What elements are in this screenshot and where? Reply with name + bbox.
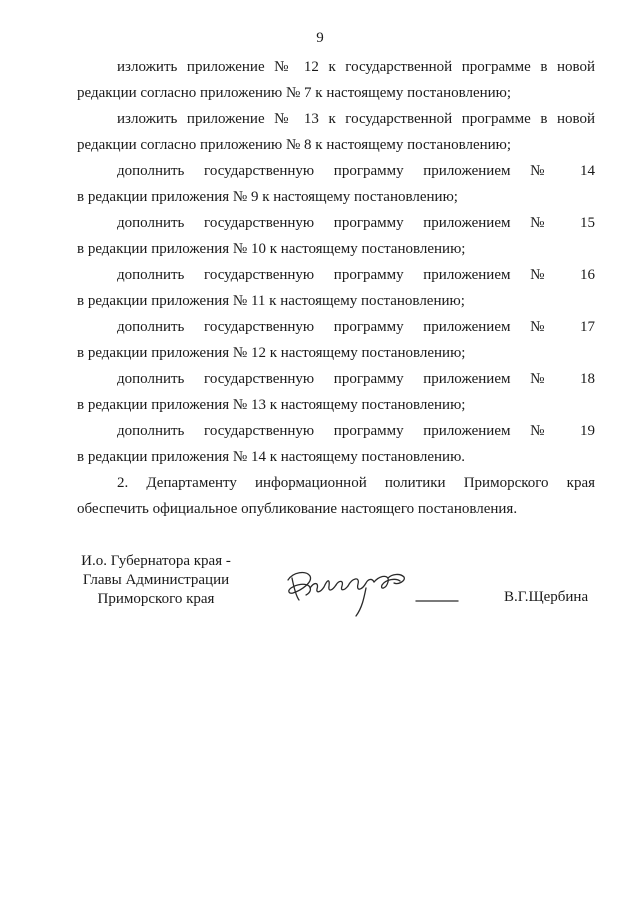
paragraph [77,418,595,470]
paragraph-last-line: в редакции приложения № 9 к настоящему постановлению; [77,189,458,205]
signatory-title-line: Приморского края [97,591,215,607]
signatory-title [76,552,236,609]
paragraph-first-line: изложить приложение № 12 к государственной программе в новой [117,59,595,75]
paragraph-first-line: изложить приложение № 13 к государственной программе в новой [117,111,595,127]
paragraph-last-line: в редакции приложения № 13 к настоящему постановлению; [77,397,466,413]
paragraph-last-line: обеспечить официальное опубликование настоящего постановления. [77,501,518,517]
signatory-title-line: И.о. Губернатора края - [81,553,231,569]
paragraph-last-line: в редакции приложения № 11 к настоящему постановлению; [77,293,465,309]
paragraph [77,210,595,262]
paragraph [77,158,595,210]
paragraph-last-line: в редакции приложения № 12 к настоящему постановлению; [77,345,466,361]
paragraph-first-line: дополнить государственную программу приложением № 16 [117,267,595,283]
signatory-name: В.Г.Щербина [504,589,589,605]
signatory-title-line: Главы Администрации [82,572,230,588]
paragraph-last-line: редакции согласно приложению № 7 к настоящему постановлению; [77,85,512,101]
paragraph-last-line: в редакции приложения № 14 к настоящему постановлению. [77,449,466,465]
paragraph [77,262,595,314]
paragraph-first-line: дополнить государственную программу приложением № 18 [117,371,595,387]
paragraph-first-line: дополнить государственную программу приложением № 15 [117,215,595,231]
paragraph [77,470,595,522]
paragraph [77,314,595,366]
paragraph-first-line: дополнить государственную программу приложением № 14 [117,163,595,179]
paragraph-last-line: в редакции приложения № 10 к настоящему постановлению; [77,241,466,257]
paragraph-last-line: редакции согласно приложению № 8 к настоящему постановлению; [77,137,512,153]
document-body [77,54,595,522]
paragraph-first-line: дополнить государственную программу приложением № 17 [117,319,595,335]
page-number: 9 [316,30,324,46]
handwritten-signature [284,566,462,620]
paragraph-first-line: дополнить государственную программу приложением № 19 [117,423,595,439]
paragraph [77,366,595,418]
paragraph [77,54,595,106]
paragraph-first-line: 2. Департаменту информационной политики Приморского края [117,475,595,491]
paragraph [77,106,595,158]
